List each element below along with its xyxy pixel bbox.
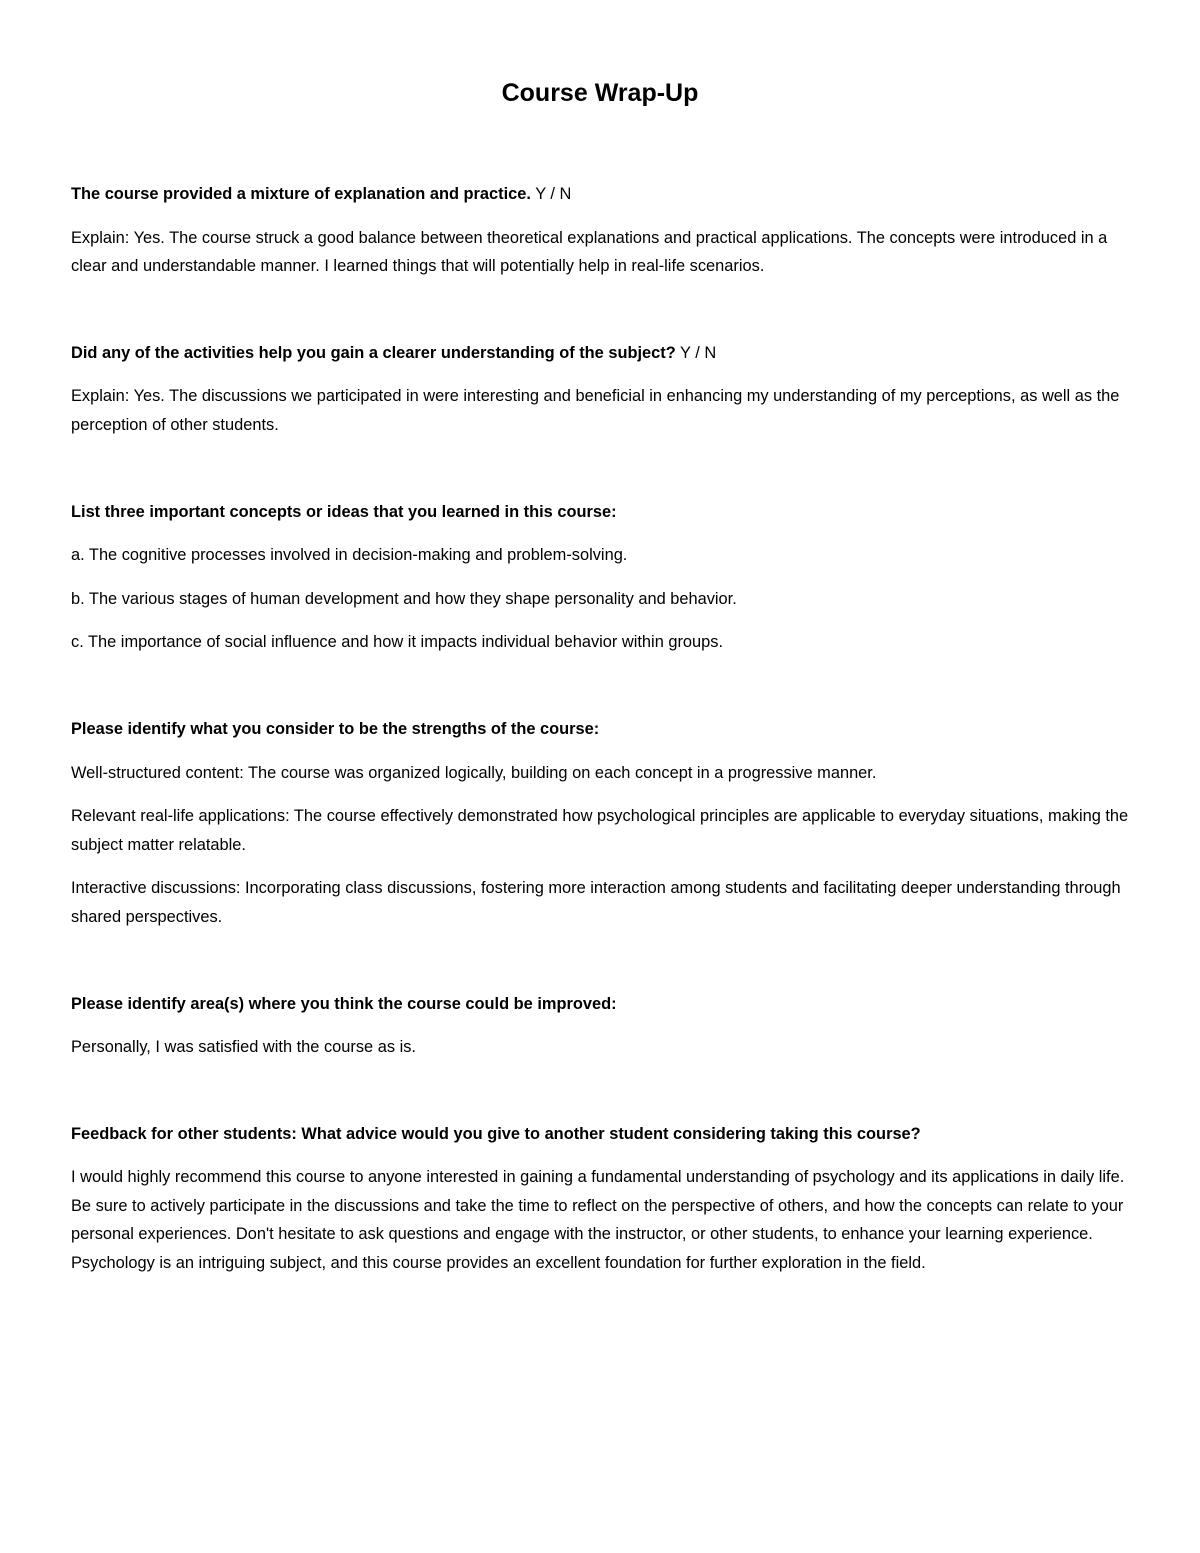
question-activities (71, 339, 1131, 368)
answer-paragraph: Explain: Yes. The course struck a good balance between theoretical explanations and practical applications. The concepts were introduced in a clear and understandable manner. I learned things that will potentially help in real-life scenarios. (71, 228, 1108, 276)
question-text: Please identify area(s) where you think the course could be improved: (71, 994, 617, 1013)
concept-item-c: c. The importance of social influence and how it impacts individual behavior within groups. (71, 633, 724, 652)
concept-item-b: b. The various stages of human development and how they shape personality and behavior. (71, 589, 737, 608)
concept-item-a: a. The cognitive processes involved in decision-making and problem-solving. (71, 546, 628, 565)
question-text: List three important concepts or ideas that you learned in this course: (71, 502, 617, 521)
section-improvements (71, 990, 1131, 1062)
section-activities (71, 339, 1131, 440)
strength-item: Well-structured content: The course was organized logically, building on each concept in a progressive manner. (71, 763, 877, 782)
answer-paragraph: I would highly recommend this course to anyone interested in gaining a fundamental understanding of psychology and its applications in daily life. Be sure to actively participate in the discussions and take the time to reflect on the perspective of others, and how the concepts can relate to your personal experiences. Don't hesitate to ask questions and engage with the instructor, or other students, to enhance your learning experience. Psychology is an intriguing subject, and this course provides an excellent foundation for further exploration in the field. (71, 1168, 1125, 1273)
question-text: Feedback for other students: What advice would you give to another student considering taking this course? (71, 1124, 921, 1143)
strength-item: Relevant real-life applications: The course effectively demonstrated how psychological principles are applicable to everyday situations, making the subject matter relatable. (71, 807, 1129, 854)
question-improvements (71, 990, 1131, 1019)
question-text: Did any of the activities help you gain a clearer understanding of the subject? (71, 343, 676, 362)
answer-paragraph: Explain: Yes. The discussions we participated in were interesting and beneficial in enhancing my understanding of my perceptions, as well as the perception of other students. (71, 387, 1120, 434)
strength-item: Interactive discussions: Incorporating class discussions, fostering more interaction among students and facilitating deeper understanding through shared perspectives. (71, 879, 1121, 926)
question-strengths (71, 715, 1131, 744)
document-title: Course Wrap-Up (501, 79, 699, 107)
yes-no-option: Y / N (535, 185, 572, 203)
question-feedback (71, 1120, 1131, 1149)
question-concepts (71, 498, 1131, 527)
question-text: Please identify what you consider to be the strengths of the course: (71, 719, 600, 738)
question-mixture (71, 180, 1131, 209)
section-concepts (71, 498, 1131, 657)
answer-paragraph: Personally, I was satisfied with the course as is. (71, 1038, 416, 1057)
section-mixture (71, 180, 1131, 281)
question-text: The course provided a mixture of explanation and practice. (71, 185, 531, 203)
section-strengths (71, 715, 1131, 932)
section-feedback (71, 1120, 1131, 1278)
document-body (71, 180, 1131, 1336)
yes-no-option: Y / N (680, 343, 717, 362)
